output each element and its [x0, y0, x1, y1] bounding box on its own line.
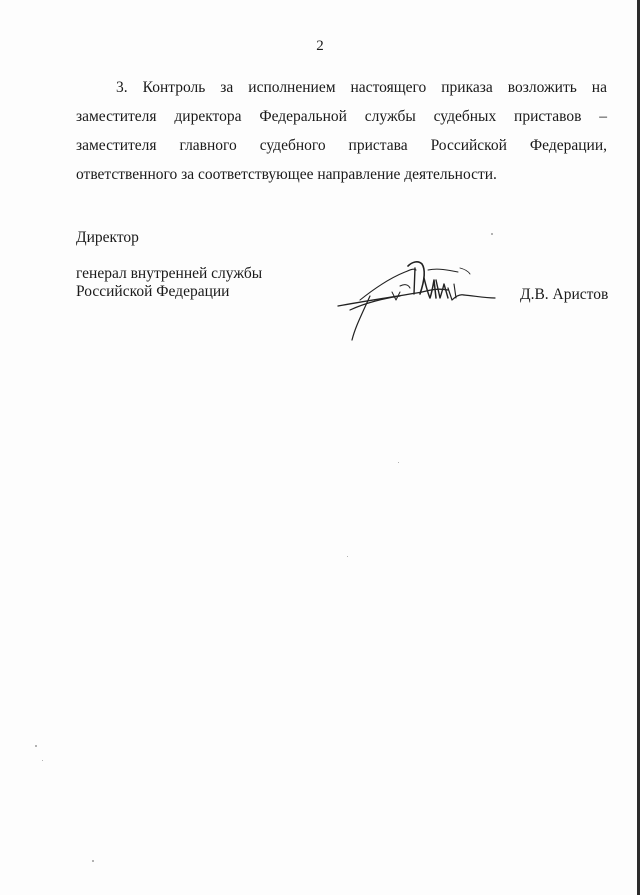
order-paragraph: 3. Контроль за исполнением настоящего приказа возложить на заместителя директора Федеральной службы судебных приставов – заместителя главного судебного пристава Российской Федерации, ответственного за соответствующее направление деятельности. — [76, 79, 607, 183]
signatory-rank-line2: Российской Федерации — [76, 283, 230, 300]
signatory-rank-line1: генерал внутренней службы — [76, 265, 263, 282]
scan-speck — [491, 233, 493, 235]
signatory-title: Директор — [76, 229, 139, 246]
handwritten-signature — [330, 248, 510, 348]
scan-speck — [92, 860, 94, 862]
scan-speck — [347, 556, 348, 557]
signatory-name: Д.В. Аристов — [520, 286, 609, 303]
scan-speck — [398, 462, 399, 463]
signatory-rank — [76, 265, 262, 301]
page-number: 2 — [316, 38, 324, 54]
scan-speck — [42, 760, 43, 761]
scan-speck — [35, 745, 37, 747]
